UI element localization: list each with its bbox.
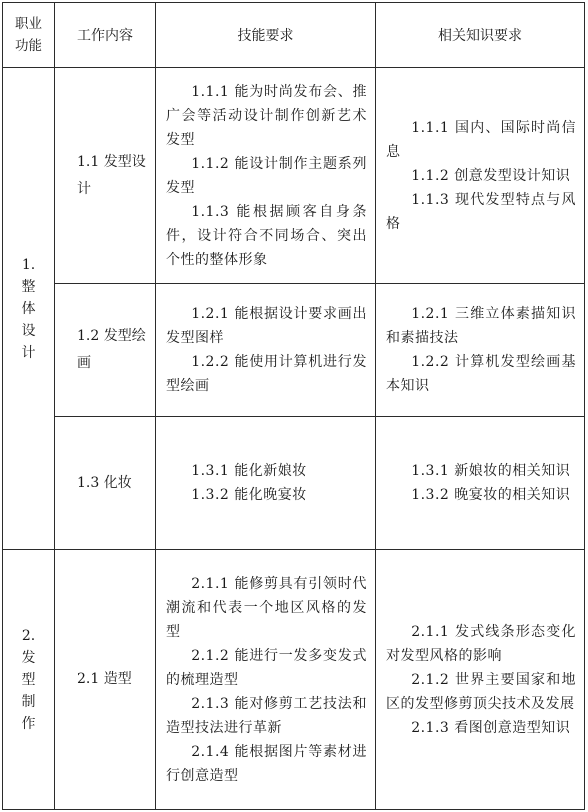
skills-cell bbox=[156, 284, 376, 417]
header-row bbox=[3, 3, 585, 68]
skill-item: 1.3.1 能化新娘妆 bbox=[191, 463, 307, 479]
skill-item: 2.1.1 能修剪具有引领时代潮流和代表一个地区风格的发型 bbox=[166, 575, 367, 640]
knowledge-cell bbox=[376, 284, 585, 417]
skill-item: 2.1.3 能对修剪工艺技法和造型技法进行革新 bbox=[166, 695, 367, 736]
header-knowledge: 相关知识要求 bbox=[376, 3, 585, 68]
knowledge-item: 2.1.1 发式线条形态变化对发型风格的影响 bbox=[386, 623, 576, 664]
skills-cell bbox=[156, 68, 376, 284]
knowledge-item: 1.3.1 新娘妆的相关知识 bbox=[411, 463, 571, 479]
knowledge-cell bbox=[376, 550, 585, 810]
header-function-line2: 功能 bbox=[15, 38, 42, 54]
knowledge-item: 1.1.3 现代发型特点与风格 bbox=[386, 191, 576, 232]
skill-item: 1.3.2 能化晚宴妆 bbox=[191, 487, 307, 503]
function-cell bbox=[3, 68, 55, 550]
knowledge-cell bbox=[376, 68, 585, 284]
function-char: 制 bbox=[21, 693, 36, 710]
work-content-text: 1.3 化妆 bbox=[77, 474, 132, 491]
knowledge-item: 1.2.1 三维立体素描知识和素描技法 bbox=[386, 306, 576, 346]
function-char: 设 bbox=[21, 322, 36, 339]
occupational-standard-table bbox=[2, 2, 585, 810]
table-row bbox=[3, 550, 585, 810]
skill-item: 1.1.2 能设计制作主题系列发型 bbox=[166, 155, 367, 196]
work-content-text: 1.1 发型设计 bbox=[77, 153, 146, 197]
table-row bbox=[3, 68, 585, 284]
function-number: 1. bbox=[21, 256, 36, 273]
work-content bbox=[55, 284, 156, 417]
skill-item: 2.1.4 能根据图片等素材进行创意造型 bbox=[166, 743, 367, 784]
knowledge-item: 1.3.2 晚宴妆的相关知识 bbox=[411, 487, 571, 503]
table-row bbox=[3, 284, 585, 417]
function-char: 体 bbox=[21, 300, 36, 317]
header-content: 工作内容 bbox=[55, 3, 156, 68]
function-cell bbox=[3, 550, 55, 810]
work-content bbox=[55, 68, 156, 284]
function-char: 计 bbox=[21, 344, 36, 361]
work-content bbox=[55, 550, 156, 810]
skill-item: 2.1.2 能进行一发多变发式的梳理造型 bbox=[166, 647, 367, 688]
function-number: 2. bbox=[21, 627, 36, 644]
function-char: 型 bbox=[21, 671, 36, 688]
header-function bbox=[3, 3, 55, 68]
work-content-text: 1.2 发型绘画 bbox=[77, 328, 146, 371]
function-char: 发 bbox=[21, 649, 36, 666]
function-char: 作 bbox=[21, 715, 36, 732]
skills-cell bbox=[156, 417, 376, 550]
skill-item: 1.2.1 能根据设计要求画出发型图样 bbox=[166, 306, 367, 346]
header-function-line1: 职业 bbox=[15, 16, 42, 32]
skill-item: 1.1.1 能为时尚发布会、推广会等活动设计制作创新艺术发型 bbox=[166, 83, 367, 148]
knowledge-item: 1.1.1 国内、国际时尚信息 bbox=[386, 119, 576, 160]
table-row bbox=[3, 417, 585, 550]
function-char: 整 bbox=[21, 278, 36, 295]
knowledge-item: 1.2.2 计算机发型绘画基本知识 bbox=[386, 354, 576, 394]
header-skills: 技能要求 bbox=[156, 3, 376, 68]
work-content bbox=[55, 417, 156, 550]
skill-item: 1.1.3 能根据顾客自身条件，设计符合不同场合、突出个性的整体形象 bbox=[166, 203, 367, 268]
knowledge-item: 2.1.2 世界主要国家和地区的发型修剪顶尖技术及发展 bbox=[386, 671, 576, 712]
skills-cell bbox=[156, 550, 376, 810]
skill-item: 1.2.2 能使用计算机进行发型绘画 bbox=[166, 354, 367, 394]
knowledge-cell bbox=[376, 417, 585, 550]
knowledge-item: 2.1.3 看图创意造型知识 bbox=[411, 719, 571, 736]
work-content-text: 2.1 造型 bbox=[77, 671, 132, 687]
knowledge-item: 1.1.2 创意发型设计知识 bbox=[411, 167, 571, 184]
